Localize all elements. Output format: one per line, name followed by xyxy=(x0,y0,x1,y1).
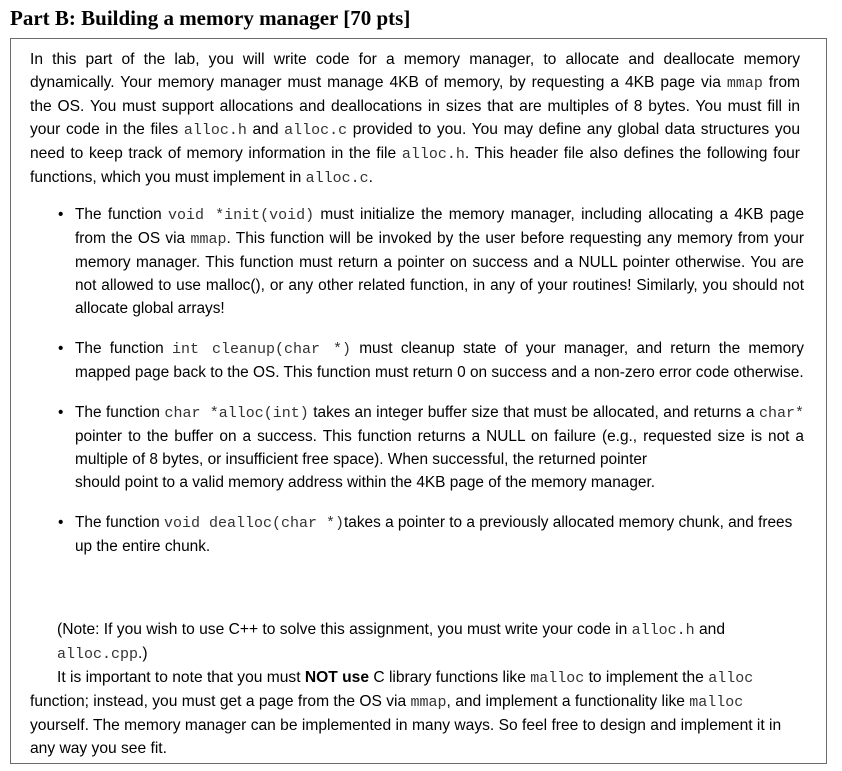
code-alloc-cpp: alloc.cpp xyxy=(57,646,139,663)
code-malloc: malloc xyxy=(689,694,744,711)
bullet-text: The function xyxy=(75,206,169,223)
bullet-text: The function xyxy=(75,340,172,357)
intro-text: from the OS. You must support allocations and deallocations in sizes that are multiples of 8 bytes. You must fill in your code in the files xyxy=(30,74,800,138)
code-init-signature: void *init(void) xyxy=(168,207,315,224)
code-char-pointer: char* xyxy=(758,405,804,422)
note-text: , and implement a functionality like xyxy=(446,693,690,710)
bullet-text: must cleanup state of your manager, and return the memory mapped page back to the OS. This function must return 0 on success and a non-zero error code otherwise. xyxy=(75,340,804,381)
code-dealloc-signature: void dealloc(char *) xyxy=(163,515,345,532)
bullet-dot-icon: • xyxy=(58,206,64,223)
code-mmap: mmap xyxy=(190,231,227,248)
code-alloc-c: alloc.c xyxy=(305,170,369,187)
bullet-dot-icon: • xyxy=(58,404,64,421)
intro-paragraph xyxy=(30,48,800,190)
section-title: Part B: Building a memory manager [70 pts] xyxy=(10,6,411,30)
function-list xyxy=(54,203,804,558)
list-item-alloc xyxy=(54,401,804,494)
code-alloc-c: alloc.c xyxy=(284,122,348,139)
intro-text: . xyxy=(368,169,373,186)
code-alloc-signature: char *alloc(int) xyxy=(164,405,309,422)
note-paragraph xyxy=(30,618,800,760)
intro-text: In this part of the lab, you will write code for a memory manager, to allocate and deallocate memory dynamically. Your memory manager must manage 4KB of memory, by requesting a 4KB page via xyxy=(30,51,800,91)
note-text: (Note: If you wish to use C++ to solve this assignment, you must write your code in xyxy=(57,621,632,638)
bullet-text: . This function will be invoked by the user before requesting any memory from your memory manager. This function must return a pointer on success and a NULL pointer otherwise. You are not allowed to use malloc(), or any other related function, in any of your routines! Similarly, you should not allocate global arrays! xyxy=(75,230,804,317)
bullet-paragraph xyxy=(75,401,804,471)
bullet-text: pointer to the buffer on a success. This function returns a NULL on failure (e.g., requested size is not a multiple of 8 bytes, or insufficient free space). When successful, the returned pointer xyxy=(75,428,804,468)
code-cleanup-signature: int cleanup(char *) xyxy=(171,341,351,358)
emphasis-not-use: NOT use xyxy=(304,669,370,686)
note-text: and xyxy=(694,621,726,638)
note-text: function; instead, you must get a page from the OS via xyxy=(30,693,411,710)
note-text: .) xyxy=(138,645,148,662)
note-text: yourself. The memory manager can be implemented in many ways. So feel free to design and implement it in any way you see fit. xyxy=(30,717,782,757)
bullet-text: should point to a valid memory address within the 4KB page of the memory manager. xyxy=(75,474,656,491)
bullet-text: takes a pointer to a previously allocated memory chunk, and frees up the entire chunk. xyxy=(75,514,793,555)
code-malloc: malloc xyxy=(530,670,585,687)
code-mmap: mmap xyxy=(410,694,447,711)
list-item-dealloc xyxy=(54,511,804,558)
list-item-cleanup xyxy=(54,337,804,384)
note-text: It is important to note that you must xyxy=(57,669,305,686)
bullet-dot-icon: • xyxy=(58,340,64,357)
bullet-text: The function xyxy=(75,514,164,531)
code-alloc-h: alloc.h xyxy=(183,122,247,139)
code-alloc-h: alloc.h xyxy=(401,146,465,163)
intro-text: . This header file also defines the following four functions, which you must implement in xyxy=(30,145,800,186)
note-body xyxy=(30,666,800,760)
intro-text: and xyxy=(246,121,285,138)
code-mmap: mmap xyxy=(726,75,763,92)
note-text: to implement the xyxy=(584,669,709,686)
list-item-init xyxy=(54,203,804,320)
note-text: C library functions like xyxy=(369,669,531,686)
bullet-text: must initialize the memory manager, including allocating a 4KB page from the OS via xyxy=(75,206,805,247)
bullet-dot-icon: • xyxy=(58,514,64,531)
bullet-text: The function xyxy=(75,404,165,421)
code-alloc-h: alloc.h xyxy=(631,622,695,639)
intro-text: provided to you. You may define any global data structures you need to keep track of memory information in the file xyxy=(30,121,801,162)
code-alloc: alloc xyxy=(708,670,754,687)
note-line xyxy=(30,618,800,666)
bullet-text: takes an integer buffer size that must be allocated, and returns a xyxy=(308,404,759,421)
